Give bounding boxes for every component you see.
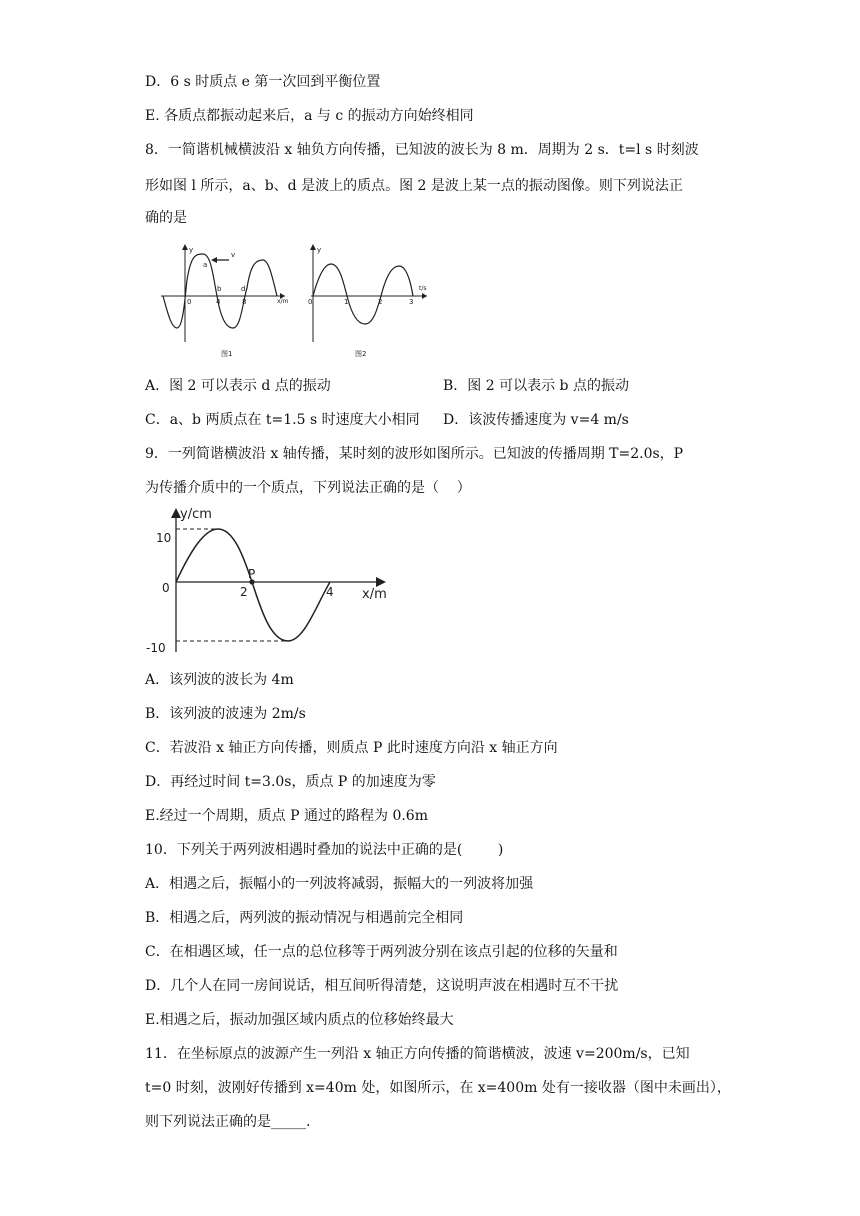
fig1-tick-4: 4 (216, 298, 221, 306)
fig3-tick-4: 4 (326, 585, 334, 599)
fig3-tick-2: 2 (240, 585, 248, 599)
fig1-a-label: a (203, 261, 208, 269)
q9-stem-line2: 为传播介质中的一个质点，下列说法正确的是（ ） (145, 480, 471, 496)
fig2-x-label: t/s (419, 285, 427, 292)
fig1-v-label: v (231, 251, 236, 259)
q8-figure-svg (155, 240, 445, 362)
q8-stem-line2: 形如图 l 所示，a、b、d 是波上的质点。图 2 是波上某一点的振动图像。则下列说法正 (145, 178, 683, 194)
fig2-tick-2: 2 (378, 298, 383, 306)
q9-option-d: D．再经过时间 t=3.0s，质点 P 的加速度为零 (145, 774, 436, 790)
q11-stem-line1: 11．在坐标原点的波源产生一列沿 x 轴正方向传播的简谐横波，波速 v=200m/s，已知 (145, 1046, 690, 1062)
q9-figure-svg (140, 502, 400, 660)
fig2-tick-1: 1 (344, 298, 349, 306)
q8-stem-line1: 8．一简谐机械横波沿 x 轴负方向传播，已知波的波长为 8 m．周期为 2 s．t=l s 时刻波 (145, 142, 699, 158)
q8-option-c: C．a、b 两质点在 t=1.5 s 时速度大小相同 (145, 412, 420, 428)
q9-option-c: C．若波沿 x 轴正方向传播，则质点 P 此时速度方向沿 x 轴正方向 (145, 740, 558, 756)
q8-option-a: A．图 2 可以表示 d 点的振动 (145, 378, 331, 394)
fig1-d-label: d (241, 285, 246, 293)
wave-curve-3 (176, 529, 330, 641)
q11-stem-line2: t=0 时刻，波刚好传播到 x=40m 处，如图所示，在 x=400m 处有一接收器（图中未画出）， (145, 1080, 731, 1096)
q10-stem: 10．下列关于两列波相遇时叠加的说法中正确的是( ) (145, 842, 504, 858)
fig2-tick-0: 0 (308, 298, 313, 306)
fig1-tick-0: 0 (187, 298, 192, 306)
q8-figures (155, 240, 445, 362)
q9-option-e: E.经过一个周期，质点 P 通过的路程为 0.6m (145, 808, 428, 824)
q10-option-d: D．几个人在同一房间说话，相互间听得清楚，这说明声波在相遇时互不干扰 (145, 978, 619, 994)
q8-stem-line3: 确的是 (145, 210, 187, 226)
q10-option-b: B．相遇之后，两列波的振动情况与相遇前完全相同 (145, 910, 464, 926)
q8-option-d: D．该波传播速度为 v=4 m/s (443, 412, 629, 428)
fig1-y-label: y (189, 246, 194, 254)
fig3-y-label: y/cm (180, 507, 212, 522)
q11-stem-line3: 则下列说法正确的是_____. (145, 1114, 311, 1130)
wave-curve-2 (313, 264, 413, 324)
q10-option-a: A．相遇之后，振幅小的一列波将减弱，振幅大的一列波将加强 (145, 876, 534, 892)
fig1-caption: 图1 (221, 350, 233, 358)
q10-option-e: E.相遇之后，振动加强区域内质点的位移始终最大 (145, 1012, 454, 1028)
fig2-tick-3: 3 (409, 298, 414, 306)
q9-figure (140, 502, 400, 660)
fig3-x-label: x/m (362, 587, 387, 602)
fig1-b-label: b (217, 285, 222, 293)
q9-stem-line1: 9．一列简谐横波沿 x 轴传播，某时刻的波形如图所示。已知波的传播周期 T=2.0s，P (145, 446, 684, 462)
fig2-caption: 图2 (355, 350, 367, 358)
fig1-tick-8: 8 (242, 298, 247, 306)
q7-option-d: D．6 s 时质点 e 第一次回到平衡位置 (145, 74, 381, 90)
figure-2 (308, 244, 427, 358)
figure-1 (161, 244, 289, 358)
fig2-y-label: y (317, 246, 322, 254)
q10-option-c: C．在相遇区域，任一点的总位移等于两列波分别在该点引起的位移的矢量和 (145, 944, 618, 960)
q8-option-b: B．图 2 可以表示 b 点的振动 (443, 378, 629, 394)
fig3-p-label: P (248, 567, 256, 581)
fig3-tick-10: 10 (156, 531, 172, 545)
fig3-tick-0: 0 (162, 581, 170, 595)
q7-option-e: E. 各质点都振动起来后，a 与 c 的振动方向始终相同 (145, 108, 474, 124)
fig3-tick-neg10: -10 (146, 641, 166, 655)
q9-option-a: A．该列波的波长为 4m (145, 672, 294, 688)
q9-option-b: B．该列波的波速为 2m/s (145, 706, 306, 722)
fig1-x-label: x/m (277, 298, 289, 305)
